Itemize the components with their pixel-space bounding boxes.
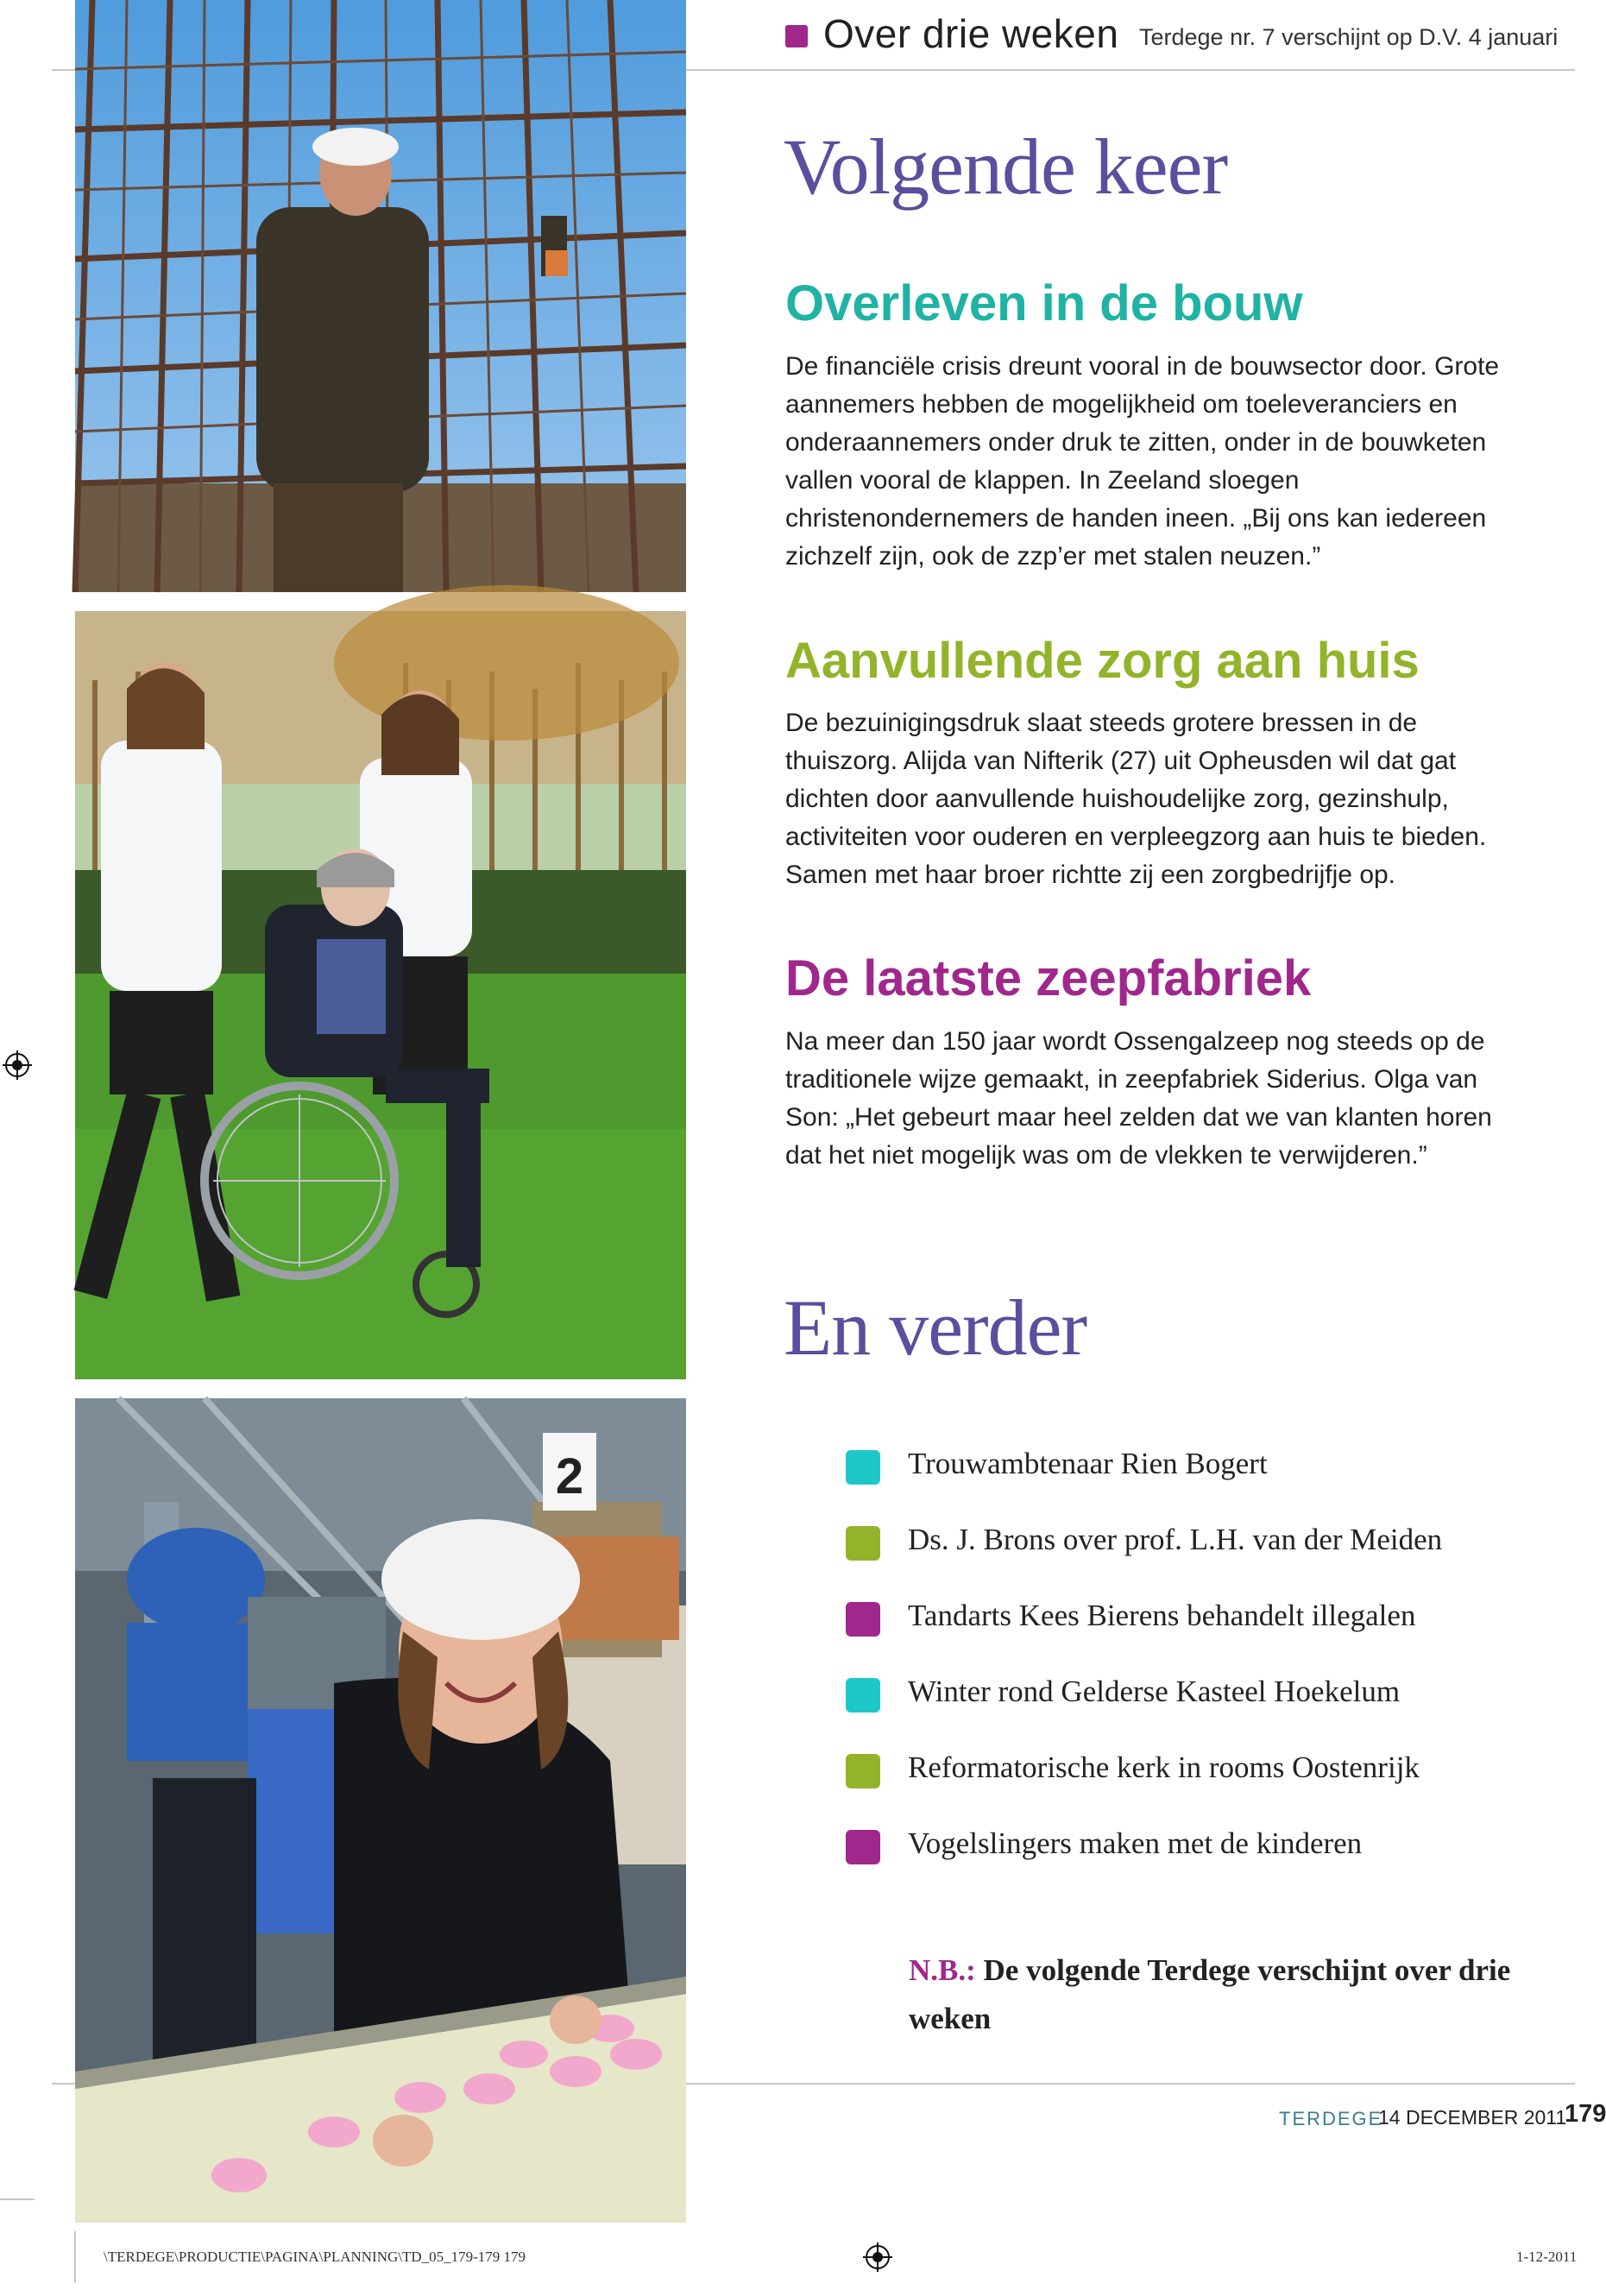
header-rule [686, 69, 1575, 71]
page-number: 179 [1565, 2100, 1606, 2128]
footer-date: 14 DECEMBER 2011 [1378, 2106, 1567, 2129]
station-sign-number: 2 [555, 1448, 584, 1504]
slug-date: 1-12-2011 [1516, 2249, 1578, 2265]
list-item-text: Tandarts Kees Bierens behandelt illegalen [908, 1599, 1416, 1632]
article-heading-construction: Overleven in de bouw [785, 275, 1303, 331]
bullet-square [846, 1602, 880, 1637]
bullet-square [846, 1678, 880, 1713]
note-block [909, 1946, 1513, 2043]
slug-divider [74, 2231, 76, 2283]
list-item-text: Reformatorische kerk in rooms Oostenrijk [908, 1750, 1420, 1784]
bullet-square [846, 1830, 880, 1864]
list-item-text: Winter rond Gelderse Kasteel Hoekelum [908, 1675, 1401, 1708]
note-label: N.B.: [909, 1953, 976, 1987]
photo-home-care [75, 611, 686, 1379]
slug-file-path: \TERDEGE\PRODUCTIE\PAGINA\PLANNING\TD_05_179-179 179 [104, 2249, 526, 2265]
list-item-text: Trouwambtenaar Rien Bogert [908, 1447, 1268, 1480]
footer-brand: TERDEGE [1279, 2108, 1383, 2129]
header-title: Over drie weken [823, 11, 1119, 56]
article-heading-soap: De laatste zeepfabriek [785, 950, 1312, 1006]
photo-soap-factory [75, 1398, 686, 2223]
bullet-square [846, 1526, 880, 1561]
article-body-care: De bezuinigingsdruk slaat steeds grotere bressen in de thuiszorg. Alijda van Nifterik (27) uit Opheusden wil dat gat dichten door aanvullende huishoudelijke zorg, gezinshulp, activiteiten voor ouderen en verpleegzorg aan huis te bieden. Samen met haar broer richtte zij een zorgbedrijfje op. [785, 709, 1487, 889]
bullet-square [846, 1450, 880, 1485]
registration-mark-icon [3, 1050, 32, 1080]
registration-mark-icon [863, 2242, 892, 2272]
bullet-square [846, 1754, 880, 1788]
section-title-more: En verder [784, 1284, 1087, 1372]
photo-construction-worker [75, 0, 686, 592]
article-heading-care: Aanvullende zorg aan huis [785, 633, 1420, 689]
list-item-text: Vogelslingers maken met de kinderen [908, 1826, 1363, 1860]
section-title-next: Volgende keer [784, 123, 1228, 211]
header-marker [785, 25, 808, 47]
left-margin-rule [0, 2198, 35, 2200]
article-body-soap: Na meer dan 150 jaar wordt Ossengalzeep nog steeds op de traditionele wijze gemaakt, in zeepfabriek Siderius. Olga van Son: „Het gebeurt maar heel zelden dat we van klanten horen dat het niet mogelijk was om de vlekken te verwijderen.” [785, 1027, 1492, 1170]
top-rule [52, 69, 78, 71]
header-subtitle: Terdege nr. 7 verschijnt op D.V. 4 januari [1139, 24, 1559, 50]
list-item-text: Ds. J. Brons over prof. L.H. van der Meiden [908, 1523, 1443, 1556]
note-text: De volgende Terdege verschijnt over drie weken [909, 1953, 1511, 2035]
article-body-construction: De financiële crisis dreunt vooral in de bouwsector door. Grote aannemers hebben de mogelijkheid om toeleveranciers en onderaannemers onder druk te zitten, onder in de bouwketen vallen vooral de klappen. In Zeeland sloegen christenondernemers de handen ineen. „Bij ons kan iedereen zichzelf zijn, ook de zzp’er met stalen neuzen.” [785, 352, 1500, 571]
